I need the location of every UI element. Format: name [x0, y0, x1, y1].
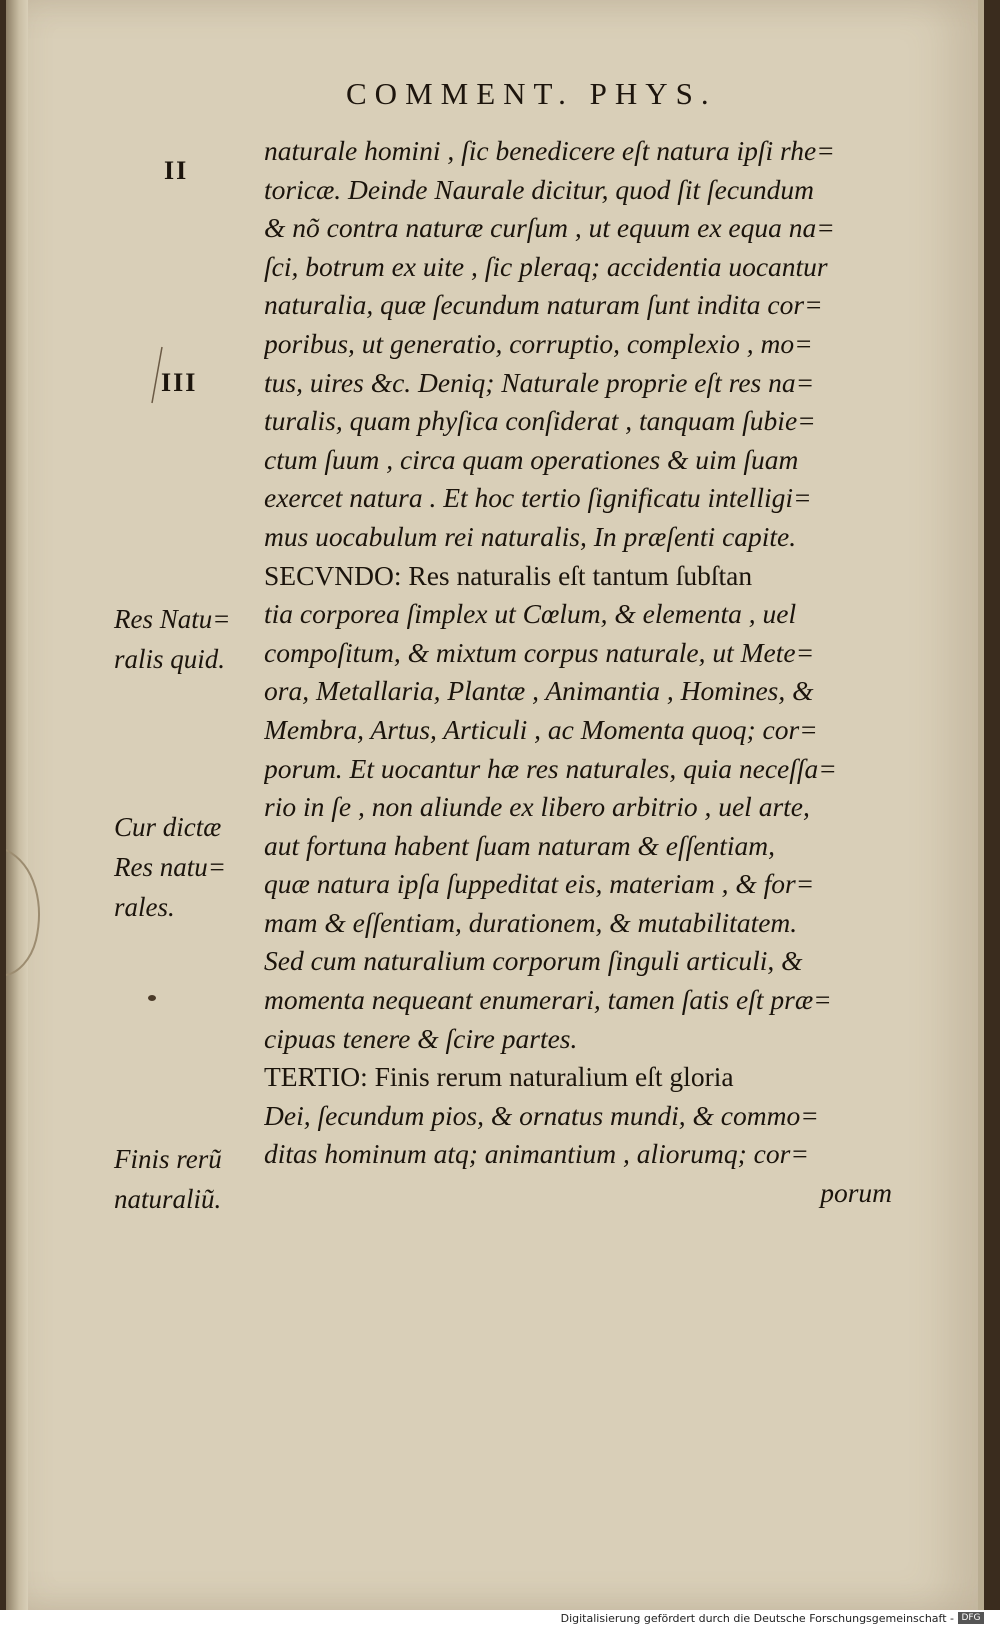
- margin-note-cur-dictae-3: rales.: [114, 892, 175, 922]
- margin-note-finis-1: Finis rerũ: [114, 1144, 222, 1174]
- text-line: cipuas tenere & ſcire partes.: [264, 1022, 578, 1054]
- running-title: COMMENT. PHYS.: [346, 76, 717, 111]
- text-line: aut fortuna habent ſuam naturam & eſſentiam,: [264, 829, 776, 861]
- text-line: ditas hominum atq; animantium , aliorumq; cor=: [264, 1138, 809, 1170]
- text-line-tertio: TERTIO: Finis rerum naturalium eſt gloria: [264, 1061, 734, 1093]
- footer-credit: Digitalisierung gefördert durch die Deutsche Forschungsgemeinschaft -: [560, 1612, 954, 1625]
- text-line: Dei, ſecundum pios, & ornatus mundi, & commo=: [264, 1099, 819, 1131]
- text-line: Membra, Artus, Articuli , ac Momenta quoq; cor=: [264, 713, 818, 745]
- text-line: naturalia, quæ ſecundum naturam ſunt indita cor=: [264, 289, 823, 321]
- text-line: turalis, quam phyſica conſiderat , tanquam ſubie=: [264, 405, 816, 437]
- page-gutter: [6, 0, 28, 1610]
- margin-numeral-iii: III: [161, 368, 198, 397]
- text-line: tia corporea ſimplex ut Cœlum, & elementa , uel: [264, 598, 797, 630]
- text-line: & nõ contra naturæ curſum , ut equum ex equa na=: [264, 212, 835, 244]
- pencil-stroke-icon: [146, 345, 166, 405]
- margin-note-res-naturalis-1: Res Natu=: [114, 604, 231, 634]
- margin-note-cur-dictae-2: Res natu=: [114, 852, 226, 882]
- body-text: [264, 132, 914, 1213]
- text-line: exercet natura . Et hoc tertio ſignificatu intelligi=: [264, 482, 812, 514]
- text-line-secundo: SECVNDO: Res naturalis eſt tantum ſubſtan: [264, 559, 753, 591]
- text-line: compoſitum, & mixtum corpus naturale, ut Mete=: [264, 636, 815, 668]
- text-line: Sed cum naturalium corporum ſinguli articuli, &: [264, 945, 803, 977]
- book-page: [6, 0, 984, 1610]
- text-line: momenta nequeant enumerari, tamen ſatis eſt præ=: [264, 984, 832, 1016]
- text-line: ora, Metallaria, Plantæ , Animantia , Homines, &: [264, 675, 814, 707]
- text-line: toricæ. Deinde Naurale dicitur, quod ſit ſecundum: [264, 173, 814, 205]
- text-line: porum. Et uocantur hæ res naturales, quia neceſſa=: [264, 752, 837, 784]
- text-line: mus uocabulum rei naturalis, In præſenti capite.: [264, 520, 797, 552]
- text-line: poribus, ut generatio, corruptio, complexio , mo=: [264, 327, 813, 359]
- ink-speck: [148, 995, 156, 1001]
- dfg-logo: DFG: [958, 1612, 984, 1624]
- margin-note-res-naturalis-2: ralis quid.: [114, 644, 226, 674]
- page-fold-icon: [6, 845, 46, 980]
- text-line: tus, uires &c. Deniq; Naturale proprie eſt res na=: [264, 366, 815, 398]
- margin-note-cur-dictae-1: Cur dictæ: [114, 812, 222, 842]
- text-line: quæ natura ipſa ſuppeditat eis, materiam , & for=: [264, 868, 815, 900]
- text-line: mam & eſſentiam, durationem, & mutabilitatem.: [264, 906, 798, 938]
- text-line: naturale homini , ſic benedicere eſt natura ipſi rhe=: [264, 135, 835, 166]
- margin-note-finis-2: naturaliũ.: [114, 1184, 222, 1214]
- text-line: rio in ſe , non aliunde ex libero arbitrio , uel arte,: [264, 791, 810, 823]
- catchword: porum: [820, 1177, 892, 1209]
- margin-numeral-ii: II: [164, 156, 189, 185]
- digitization-footer: [0, 1610, 1000, 1627]
- text-line: ſci, botrum ex uite , ſic pleraq; accidentia uocantur: [264, 250, 828, 282]
- text-line: ctum ſuum , circa quam operationes & uim ſuam: [264, 443, 799, 475]
